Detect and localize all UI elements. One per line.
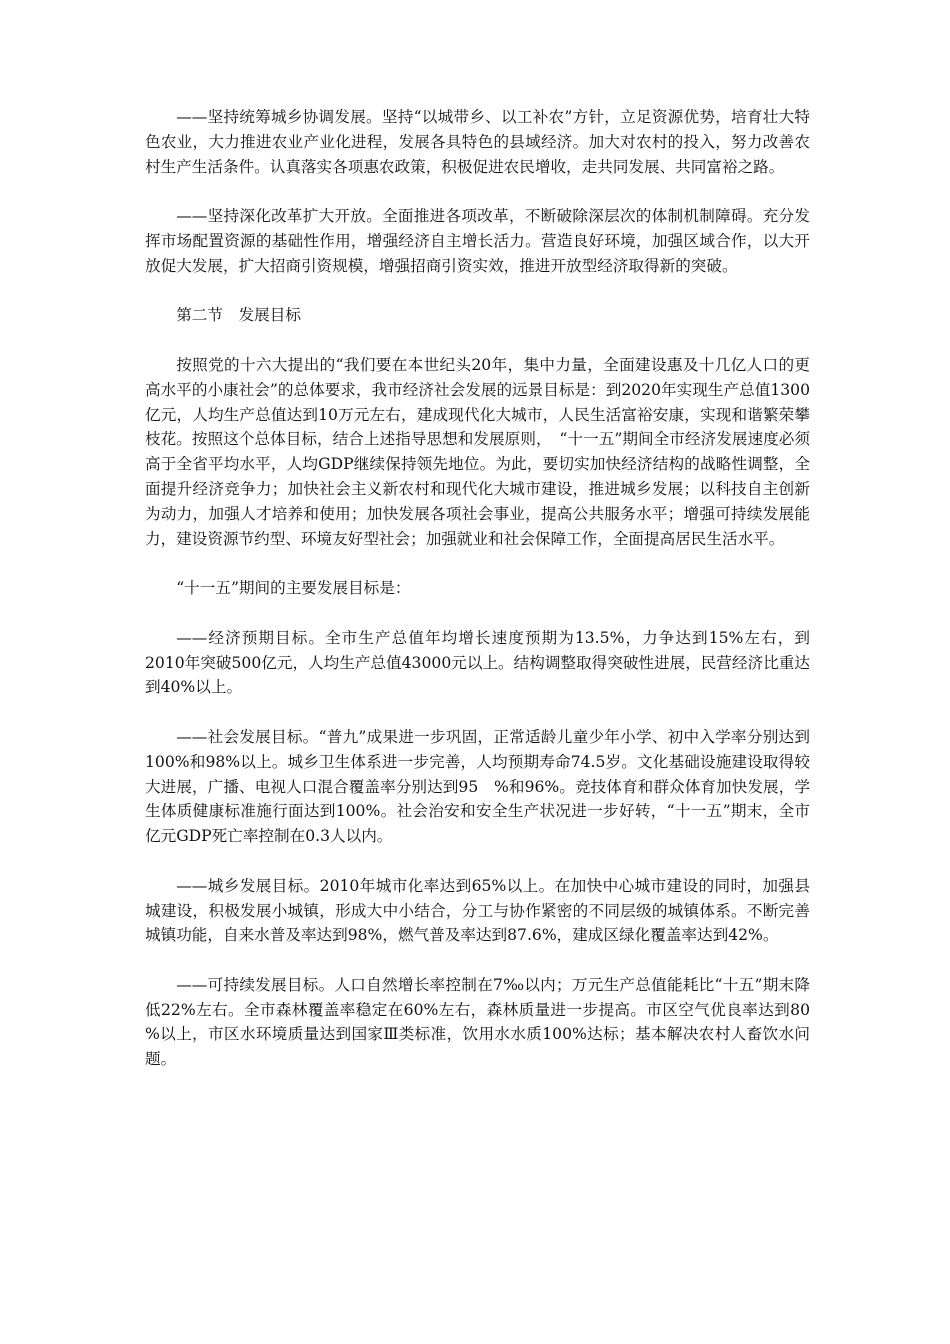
paragraph-reform-opening: ——坚持深化改革扩大开放。全面推进各项改革，不断破除深层次的体制机制障碍。充分发挥市场配置资源的基础性作用，增强经济自主增长活力。营造良好环境，加强区域合作，以大开放促大发展，扩大招商引资规模，增强招商引资实效，推进开放型经济取得新的突破。 [145,207,810,275]
paragraph-long-term-goals: 按照党的十六大提出的“我们要在本世纪头20年，集中力量，全面建设惠及十几亿人口的更高水平的小康社会”的总体要求，我市经济社会发展的远景目标是：到2020年实现生产总值1300亿元，人均生产总值达到10万元左右，建成现代化大城市，人民生活富裕安康，实现和谐繁荣攀枝花。按照这个总体目标，结合上述指导思想和发展原则， “十一五”期间全市经济发展速度必须高于全省平均水平，人均GDP继续保持领先地位。为此，要切实加快经济结构的战略性调整，全面提升经济竞争力；加快社会主义新农村和现代化大城市建设，推进城乡发展；以科技自主创新为动力，加强人才培养和使用；加快发展各项社会事业，提高公共服务水平；增强可持续发展能力，建设资源节约型、环境友好型社会；加强就业和社会保障工作，全面提高居民生活水平。 [145,355,810,548]
paragraph-urban-rural-coordination: ——坚持统筹城乡协调发展。坚持“以城带乡、以工补农”方针，立足资源优势，培育壮大特色农业，大力推进农业产业化进程，发展各具特色的县域经济。加大对农村的投入，努力改善农村生产生活条件。认真落实各项惠农政策，积极促进农民增收，走共同发展、共同富裕之路。 [145,108,810,176]
paragraph-economic-goals: ——经济预期目标。全市生产总值年均增长速度预期为13.5%，力争达到15%左右，到2010年突破500亿元，人均生产总值43000元以上。结构调整取得突破性进展，民营经济比重达到40%以上。 [145,628,810,697]
paragraph-social-goals: ——社会发展目标。“普九”成果进一步巩固，正常适龄儿童少年小学、初中入学率分别达到100%和98%以上。城乡卫生体系进一步完善，人均预期寿命74.5岁。文化基础设施建设取得较大进展，广播、电视人口混合覆盖率分别达到95 %和96%。竞技体育和群众体育加快发展，学生体质健康标准施行面达到100%。社会治安和安全生产状况进一步好转，“十一五”期末，全市亿元GDP死亡率控制在0.3人以内。 [145,727,810,846]
paragraph-urbanization-goals: ——城乡发展目标。2010年城市化率达到65%以上。在加快中心城市建设的同时，加强县城建设，积极发展小城镇，形成大中小结合，分工与协作紧密的不同层级的城镇体系。不断完善城镇功能，自来水普及率达到98%，燃气普及率达到87.6%，建成区绿化覆盖率达到42%。 [145,876,810,945]
paragraph-sustainability-goals: ——可持续发展目标。人口自然增长率控制在7‰以内；万元生产总值能耗比“十五”期末降低22%左右。全市森林覆盖率稳定在60%左右，森林质量进一步提高。市区空气优良率达到80 %以上，市区水环境质量达到国家Ⅲ类标准，饮用水水质100%达标；基本解决农村人畜饮水问题。 [145,975,826,1069]
section-heading: 第二节 发展目标 [176,306,301,325]
paragraph-main-goals-intro: “十一五”期间的主要发展目标是： [176,579,411,598]
document-page [145,105,826,1097]
